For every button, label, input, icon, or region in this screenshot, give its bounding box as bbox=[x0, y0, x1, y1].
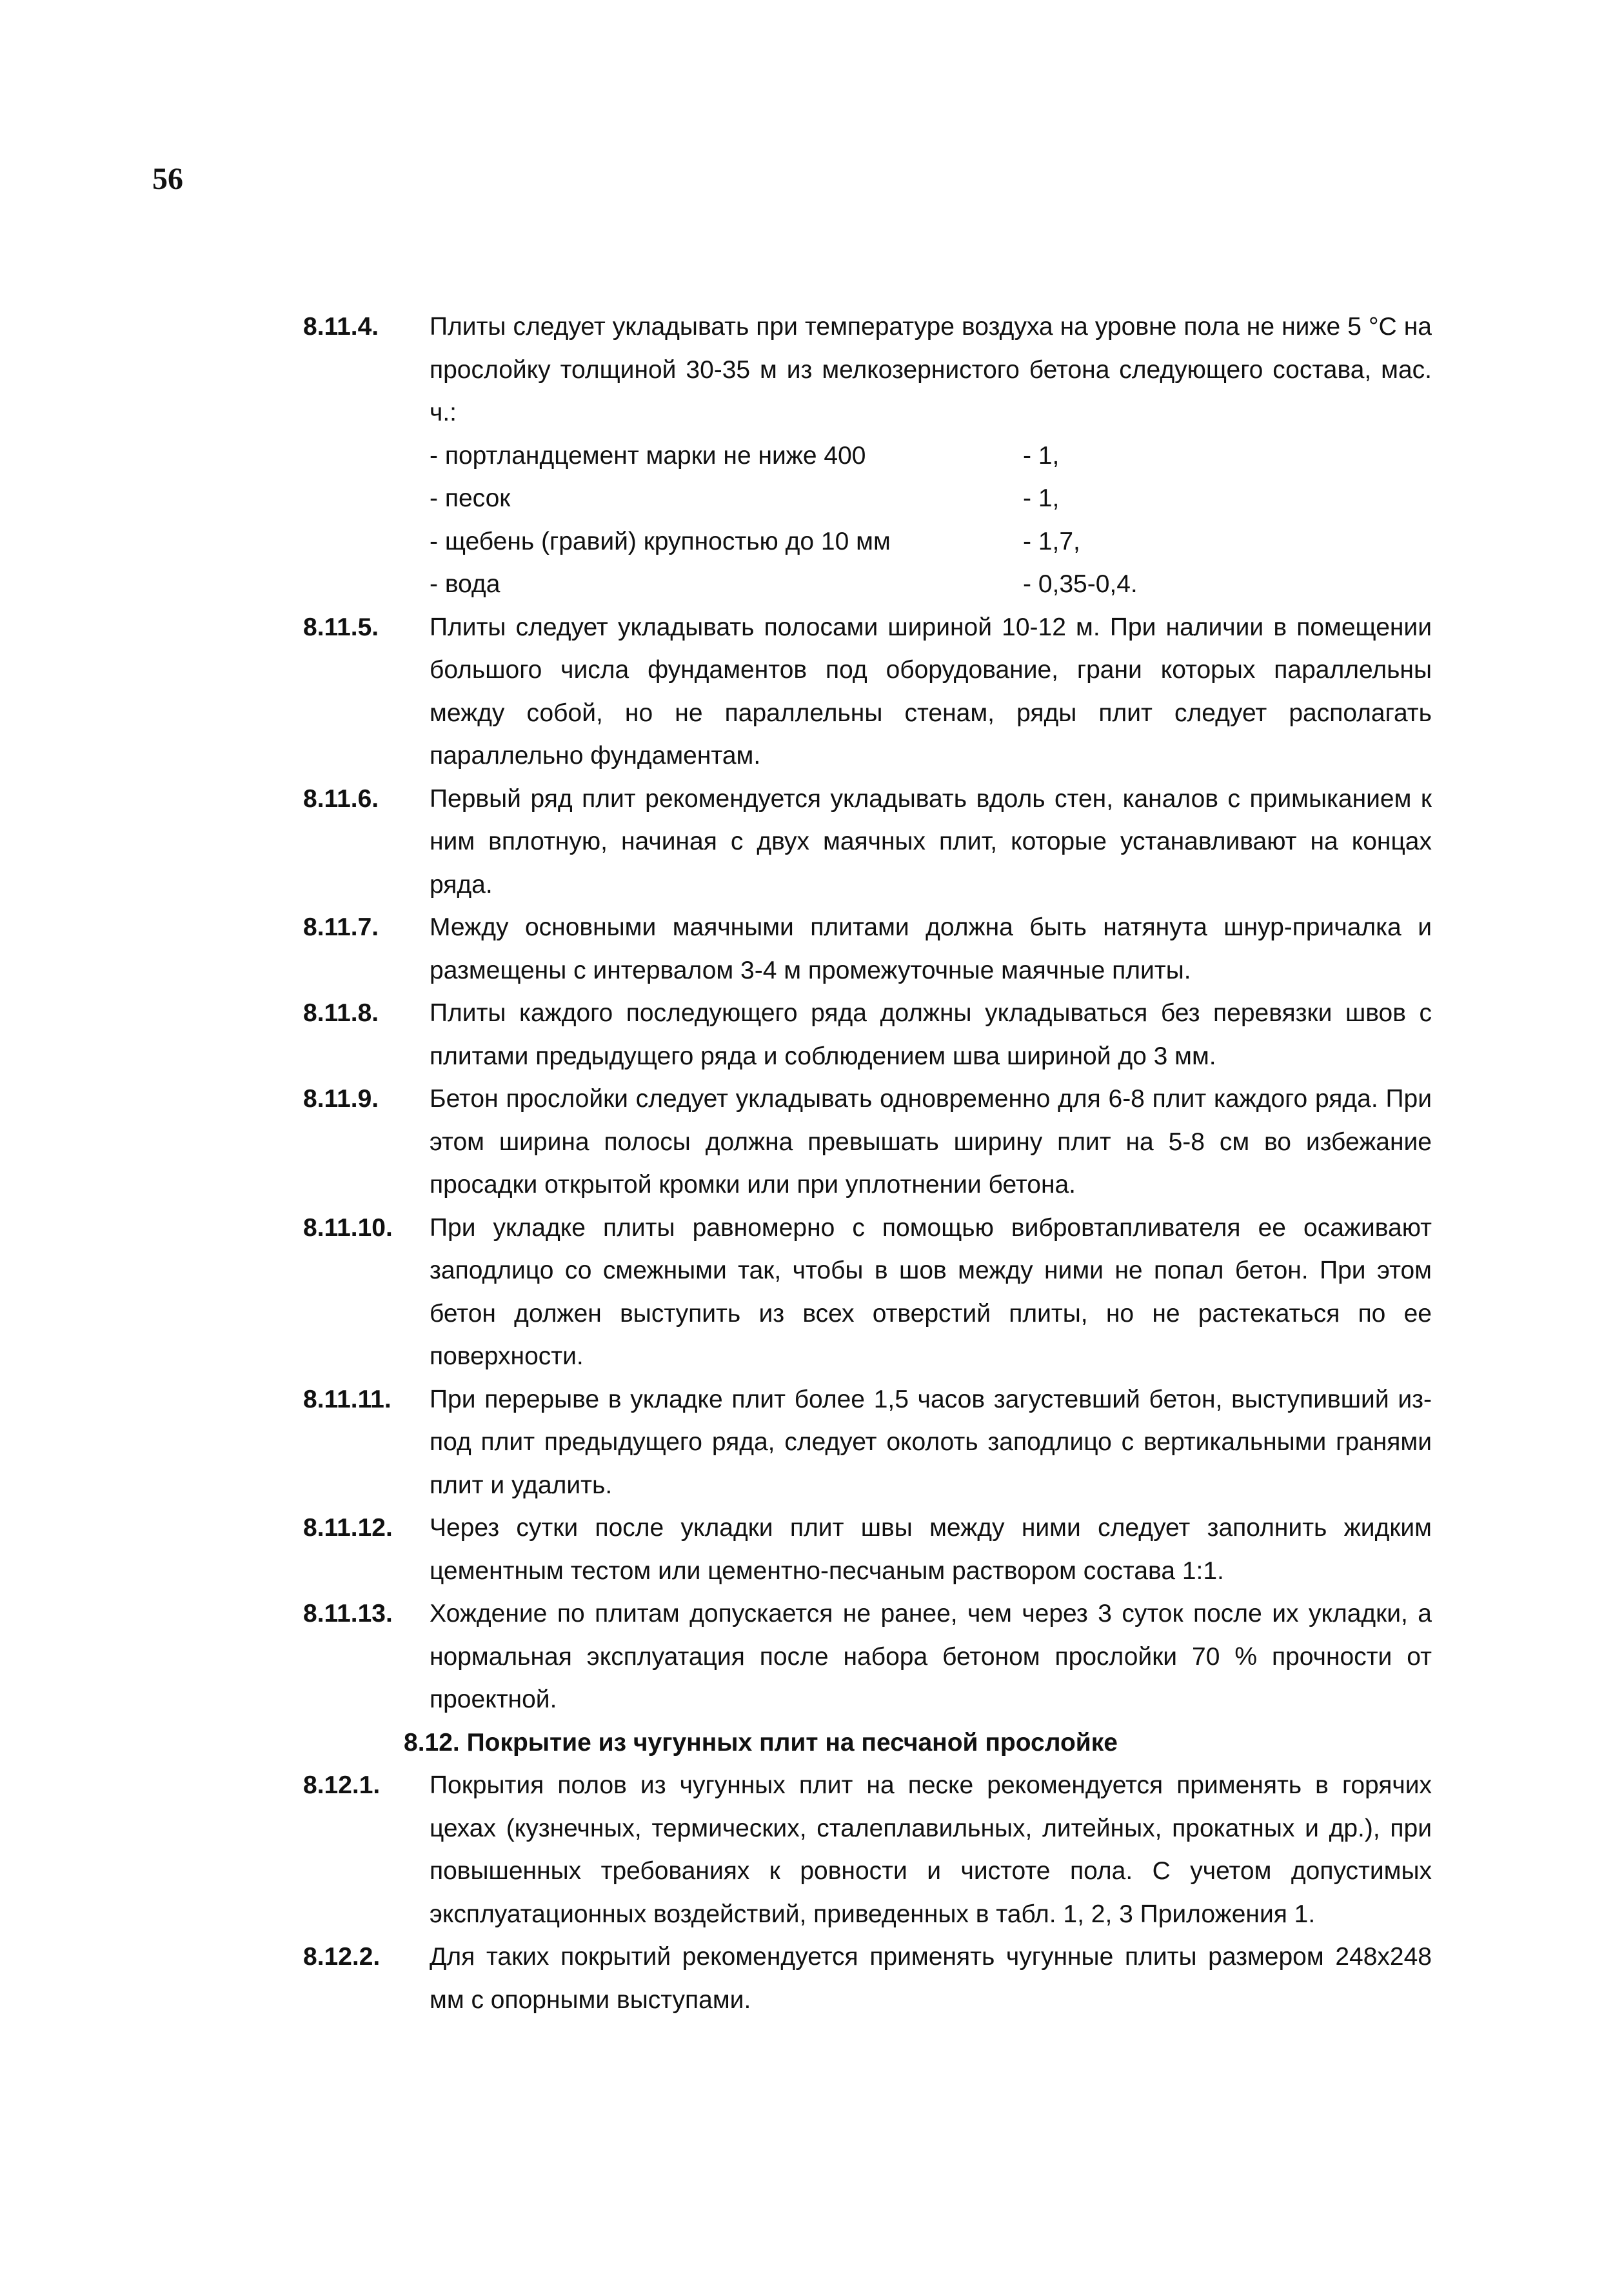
clause-number: 8.12.1. bbox=[303, 1771, 381, 1799]
clause-number: 8.11.7. bbox=[303, 913, 379, 941]
mix-row bbox=[430, 435, 1432, 478]
clause-text: При перерыве в укладке плит более 1,5 часов загустевший бетон, выступивший из-под плит предыдущего ряда, следует околоть заподлицо с вертикальными гранями плит и удалить. bbox=[430, 1385, 1432, 1499]
clause-text: Для таких покрытий рекомендуется применять чугунные плиты размером 248х248 мм с опорными выступами. bbox=[430, 1943, 1432, 2014]
mix-proportion: - 1, bbox=[1023, 484, 1060, 512]
clause-text: Плиты следует укладывать полосами шириной 10-12 м. При наличии в помещении большого числа фундаментов под оборудование, грани которых параллельны между собой, но не параллельны стенам, ряды плит следует располагать параллельно фундаментам. bbox=[430, 613, 1432, 770]
mix-row bbox=[430, 477, 1432, 521]
clause-number: 8.11.5. bbox=[303, 613, 379, 641]
mix-row bbox=[430, 563, 1432, 606]
clause-number: 8.11.10. bbox=[303, 1213, 393, 1242]
clause bbox=[303, 606, 1432, 778]
mix-component: - вода bbox=[430, 570, 500, 598]
section-heading: 8.12. Покрытие из чугунных плит на песчаной прослойке bbox=[404, 1728, 1118, 1757]
mix-composition-list bbox=[303, 435, 1432, 606]
clause bbox=[303, 1936, 1432, 2022]
mix-component: - щебень (гравий) крупностью до 10 мм bbox=[430, 527, 891, 555]
clause-number: 8.11.4. bbox=[303, 313, 379, 341]
clause bbox=[303, 1078, 1432, 1207]
mix-component: - портландцемент марки не ниже 400 bbox=[430, 441, 866, 470]
document-body bbox=[303, 306, 1432, 2022]
clause-text: При укладке плиты равномерно с помощью вибровтапливателя ее осаживают заподлицо со смежными так, чтобы в шов между ними не попал бетон. При этом бетон должен выступить из всех отверстий плиты, но не растекаться по ее поверхности. bbox=[430, 1213, 1432, 1370]
mix-proportion: - 1, bbox=[1023, 441, 1060, 470]
mix-proportion: - 0,35-0,4. bbox=[1023, 570, 1138, 598]
clause bbox=[303, 1593, 1432, 1722]
clause-number: 8.11.12. bbox=[303, 1514, 393, 1542]
clause bbox=[303, 906, 1432, 992]
clause bbox=[303, 306, 1432, 435]
clause-number: 8.11.6. bbox=[303, 784, 379, 813]
clause-text: Первый ряд плит рекомендуется укладывать вдоль стен, каналов с примыканием к ним вплотную, начиная с двух маячных плит, которые устанавливают на концах ряда. bbox=[430, 784, 1432, 899]
clause-number: 8.11.11. bbox=[303, 1385, 391, 1413]
clause-text: Между основными маячными плитами должна быть натянута шнур-причалка и размещены с интервалом 3-4 м промежуточные маячные плиты. bbox=[430, 913, 1432, 984]
clause-text: Плиты каждого последующего ряда должны укладываться без перевязки швов с плитами предыдущего ряда и соблюдением шва шириной до 3 мм. bbox=[430, 999, 1432, 1070]
clause-text: Плиты следует укладывать при температуре воздуха на уровне пола не ниже 5 °С на прослойку толщиной 30-35 м из мелкозернистого бетона следующего состава, мас. ч.: bbox=[430, 313, 1432, 426]
clause bbox=[303, 1378, 1432, 1508]
clause bbox=[303, 1764, 1432, 1936]
clause-text: Хождение по плитам допускается не ранее, чем через 3 суток после их укладки, а нормальная эксплуатация после набора бетоном прослойки 70 % прочности от проектной. bbox=[430, 1600, 1432, 1713]
mix-row bbox=[430, 521, 1432, 564]
page-number: 56 bbox=[152, 162, 183, 196]
clause bbox=[303, 1207, 1432, 1378]
clause bbox=[303, 778, 1432, 907]
clause-text: Покрытия полов из чугунных плит на песке рекомендуется применять в горячих цехах (кузнечных, термических, сталеплавильных, литейных, прокатных и др.), при повышенных требованиях к ровности и чистоте пола. С учетом допустимых эксплуатационных воздействий, приведенных в табл. 1, 2, 3 Приложения 1. bbox=[430, 1771, 1432, 1928]
mix-component: - песок bbox=[430, 484, 511, 512]
clause bbox=[303, 992, 1432, 1078]
clause-text: Бетон прослойки следует укладывать одновременно для 6-8 плит каждого ряда. При этом ширина полосы должна превышать ширину плит на 5-8 см во избежание просадки открытой кромки или при уплотнении бетона. bbox=[430, 1085, 1432, 1199]
clause-text: Через сутки после укладки плит швы между ними следует заполнить жидким цементным тестом или цементно-песчаным раствором состава 1:1. bbox=[430, 1514, 1432, 1585]
clause-number: 8.11.13. bbox=[303, 1600, 393, 1627]
mix-proportion: - 1,7, bbox=[1023, 527, 1080, 555]
clause-number: 8.11.9. bbox=[303, 1085, 379, 1113]
clause-number: 8.12.2. bbox=[303, 1943, 381, 1971]
clause-number: 8.11.8. bbox=[303, 999, 379, 1027]
clause bbox=[303, 1507, 1432, 1593]
